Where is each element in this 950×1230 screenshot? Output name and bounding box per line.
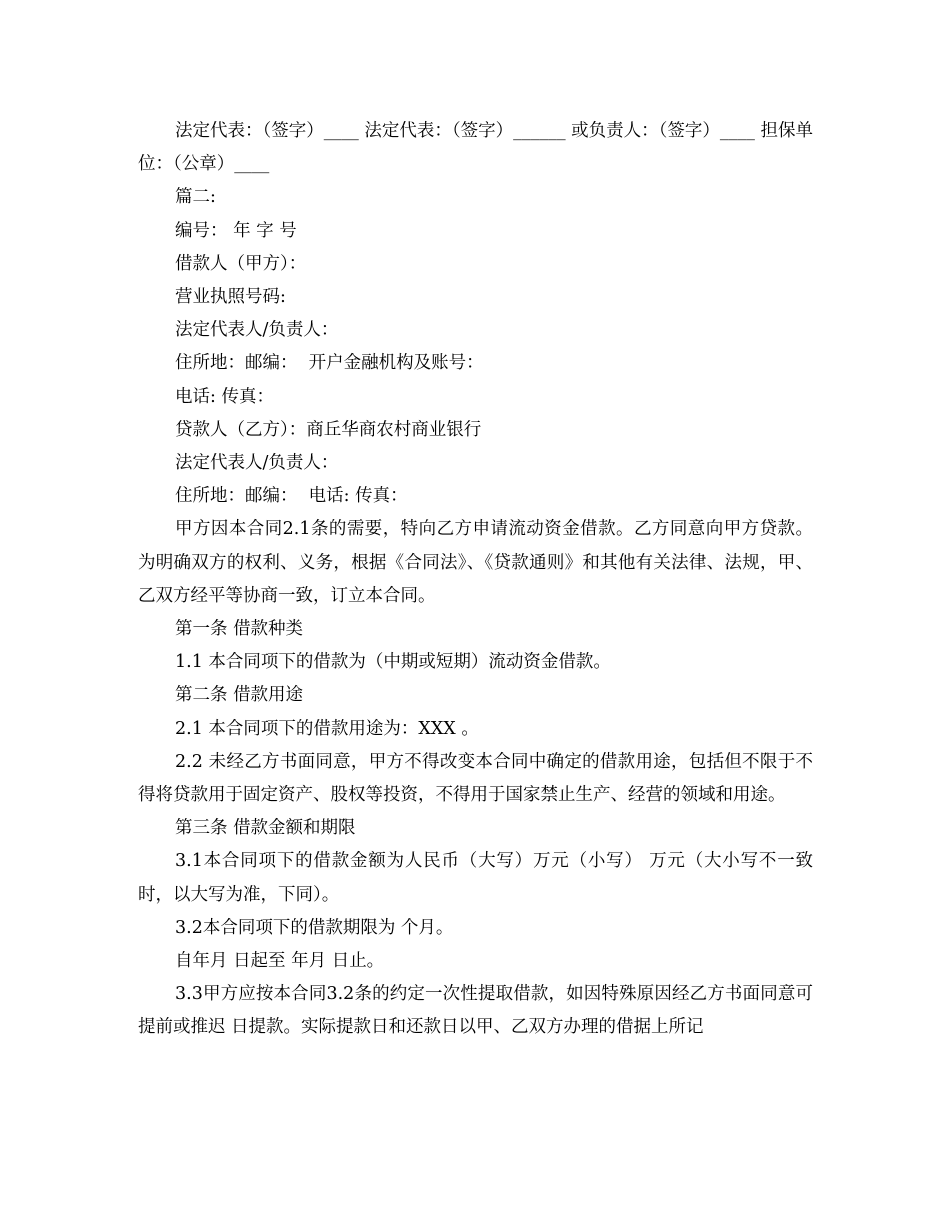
borrower-representative-label: 法定代表人/负责人： xyxy=(175,320,339,341)
preamble-paragraph: 甲方因本合同2.1条的需要，特向乙方申请流动资金借款。乙方同意向甲方贷款。为明确双方的权利、义务，根据《合同法》、《贷款通则》和其他有关法律、法规，甲、乙双方经平等协商一致，订立本合同。 xyxy=(138,519,813,606)
borrower-address-label: 住所地：邮编： 开户金融机构及账号： xyxy=(175,353,484,374)
business-license-label: 营业执照号码: xyxy=(175,287,286,308)
signature-line: 法定代表：（签字）____ 法定代表：（签字）______ 或负责人：（签字）____ 担保单位：（公章）____ xyxy=(138,121,813,175)
clause-paragraph: 自年月 日起至 年月 日止。 xyxy=(175,951,385,972)
clause-paragraph: 2.1 本合同项下的借款用途为：XXX 。 xyxy=(175,718,479,739)
lender-address-label: 住所地：邮编： 电话: 传真： xyxy=(175,486,408,507)
contract-number: 编号： 年 字 号 xyxy=(175,220,297,241)
lender-representative-label: 法定代表人/负责人： xyxy=(175,453,339,474)
document-page xyxy=(138,115,813,1045)
section-heading: 篇二: xyxy=(175,187,216,208)
clause-paragraph: 3.3甲方应按本合同3.2条的约定一次性提取借款，如因特殊原因经乙方书面同意可提前或推迟 日提款。实际提款日和还款日以甲、乙双方办理的借据上所记 xyxy=(138,984,813,1038)
article-heading: 第二条 借款用途 xyxy=(175,685,304,706)
clause-paragraph: 2.2 未经乙方书面同意，甲方不得改变本合同中确定的借款用途，包括但不限于不得将贷款用于固定资产、股权等投资，不得用于国家禁止生产、经营的领域和用途。 xyxy=(138,751,813,806)
clause-paragraph: 3.1本合同项下的借款金额为人民币（大写）万元（小写） 万元（大小写不一致时，以大写为准，下同）。 xyxy=(138,851,813,905)
clause-paragraph: 3.2本合同项下的借款期限为 个月。 xyxy=(175,917,454,938)
borrower-label: 借款人（甲方）： xyxy=(175,253,307,274)
article-heading: 第三条 借款金额和期限 xyxy=(175,818,356,839)
lender-label: 贷款人（乙方）：商丘华商农村商业银行 xyxy=(175,419,482,440)
article-heading: 第一条 借款种类 xyxy=(175,619,304,640)
clause-paragraph: 1.1 本合同项下的借款为（中期或短期）流动资金借款。 xyxy=(175,652,611,673)
borrower-phone-label: 电话: 传真： xyxy=(175,386,274,407)
